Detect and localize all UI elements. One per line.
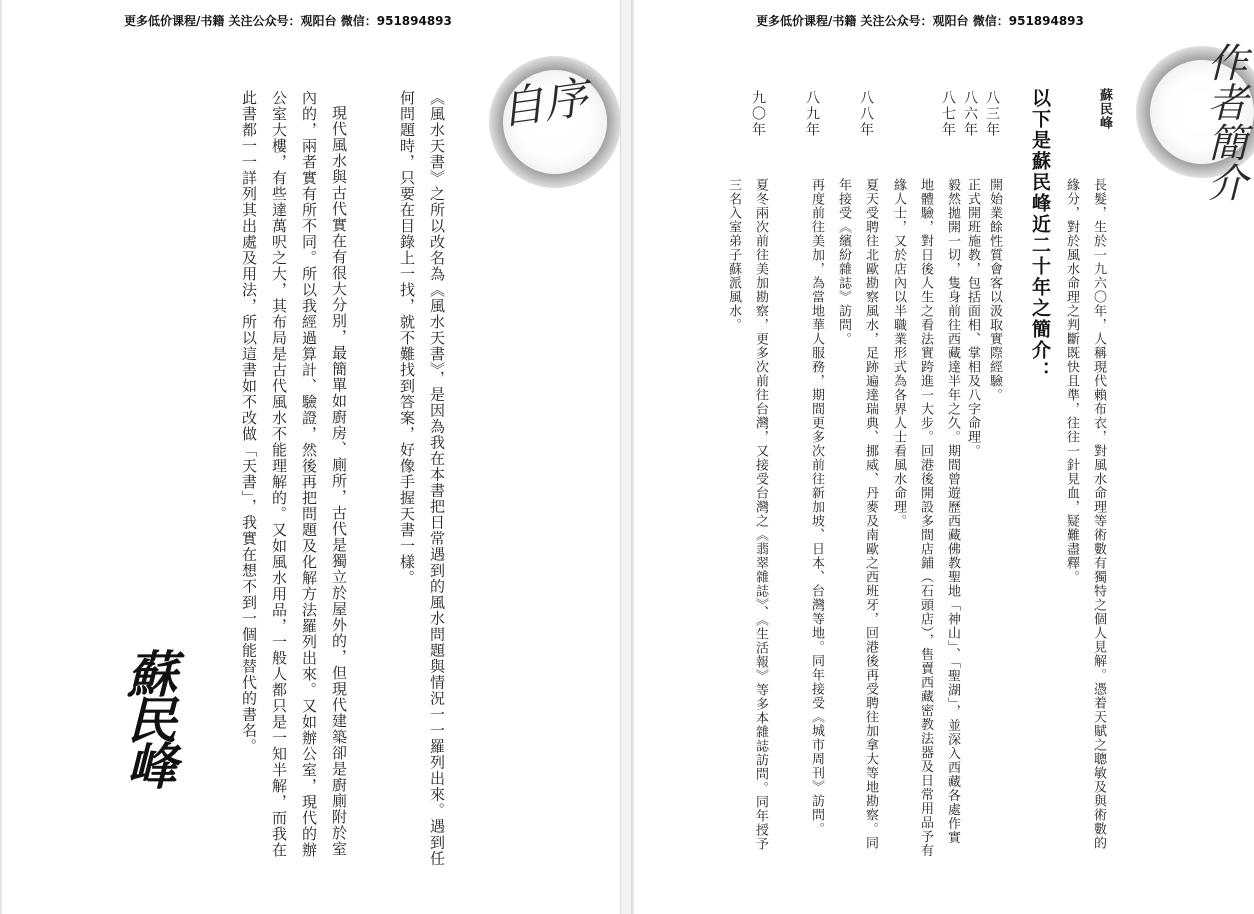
author-profile-badge-label: 作者簡介 bbox=[1201, 42, 1247, 202]
timeline-year: 八六年 bbox=[962, 90, 978, 138]
timeline-entry-text: 夏冬兩次前往美加勘察，更多次前往台灣，又接受台灣之《翡翠雜誌》、《生活報》等多本雜誌訪問。同年授予三名入室弟子蘇派風水。 bbox=[726, 178, 768, 851]
preface-paragraph-1: 《風水天書》之所以改名為《風水天書》，是因為我在本書把日常遇到的風水問題與情況一一羅列出來。遇到任何問題時，只要在目錄上一找，就不難找到答案，好像手握天書一樣。 bbox=[398, 90, 446, 867]
timeline-year: 九〇年 bbox=[750, 90, 766, 138]
bio-name: 蘇民峰 bbox=[1097, 88, 1112, 130]
preface-badge-label: 自序 bbox=[496, 72, 592, 136]
preface-badge bbox=[480, 40, 620, 200]
timeline-year: 八三年 bbox=[984, 90, 1000, 138]
left-page bbox=[0, 0, 620, 914]
book-gutter bbox=[620, 0, 632, 914]
right-page bbox=[632, 0, 1247, 914]
timeline-heading: 以下是蘇民峰近二十年之簡介： bbox=[1029, 88, 1051, 382]
timeline-year: 八八年 bbox=[858, 90, 874, 138]
timeline-entry-text: 再度前往美加，為當地華人服務，期間更多次前往新加坡、日本、台灣等地。同年接受《城市周刊》訪問。 bbox=[809, 178, 824, 836]
timeline-year: 八九年 bbox=[804, 90, 820, 138]
timeline-year: 八七年 bbox=[940, 90, 956, 138]
timeline-entry-text: 毅然拋開一切，隻身前往西藏達半年之久。期間曾遊歷西藏佛教聖地「神山」、「聖湖」，並深入西藏各處作實地體驗，對日後人生之看法實跨進一大步。回港後開設多間店鋪（石頭店），售賣西藏密教法器及日常用品予有緣人士，又於店內以半職業形式為各界人士看風水命理。 bbox=[891, 178, 960, 858]
page-header-left: 更多低价课程/书籍 关注公众号：观阳台 微信：951894893 bbox=[124, 14, 452, 28]
author-signature: 蘇民峰 bbox=[119, 648, 178, 786]
timeline-entry-text: 夏天受聘往北歐勘察風水，足跡遍達瑞典、挪威、丹麥及南歐之西班牙，回港後再受聘往加拿大等地勘察。同年接受《繽紛雜誌》訪問。 bbox=[836, 178, 878, 850]
preface-paragraph-2: 現代風水與古代實在有很大分別，最簡單如廚房、廁所，古代是獨立於屋外的，但現代建築卻是廚廁附於室內的，兩者實有所不同。所以我經過算計、驗證，然後再把問題及化解方法羅列出來。又如辦公室，現代的辦公室大樓，有些達萬呎之大，其布局是古代風水不能理解的。又如風水用品，一般人都只是一知半解，而我在此書都一一詳列其出處及用法，所以這書如不改做「天書」，我實在想不到一個能替代的書名。 bbox=[240, 90, 348, 858]
timeline-entry-text: 開始業餘性質會客以汲取實際經驗。 bbox=[987, 178, 1002, 402]
author-profile-badge bbox=[1134, 34, 1254, 274]
page-header-right: 更多低价课程/书籍 关注公众号：观阳台 微信：951894893 bbox=[756, 14, 1084, 28]
bio-text: 長髮，生於一九六〇年，人稱現代賴布衣，對風水命理等術數有獨特之個人見解。憑着天賦之聰敏及與術數的緣分，對於風水命理之判斷既快且準，往往一針見血，疑難盡釋。 bbox=[1064, 178, 1106, 850]
timeline-entry-text: 正式開班施教，包括面相、掌相及八字命理。 bbox=[965, 178, 980, 458]
